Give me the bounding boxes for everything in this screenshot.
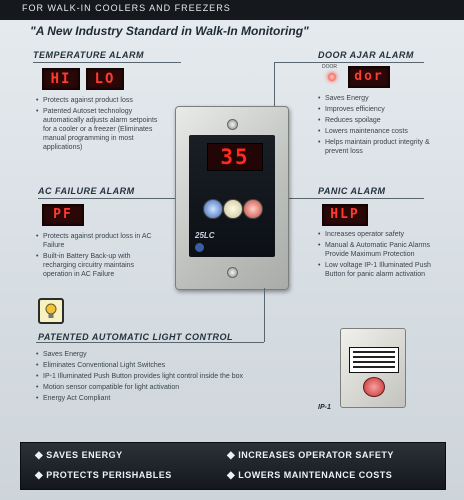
light-control-list xyxy=(36,350,326,405)
footer-item: ◆ PROTECTS PERISHABLES xyxy=(35,470,172,481)
door-ajar-alarm-title: DOOR AJAR ALARM xyxy=(318,50,414,60)
ac-failure-underline xyxy=(38,198,181,199)
panic-button[interactable] xyxy=(243,199,263,219)
model-label: 25LC xyxy=(195,231,215,240)
door-ajar-underline xyxy=(274,62,424,63)
temperature-alarm-underline xyxy=(33,62,181,63)
door-indicator-light xyxy=(328,73,336,81)
panic-alarm-underline xyxy=(274,198,424,199)
light-control-connector xyxy=(264,288,265,342)
footer-item: ◆ LOWERS MAINTENANCE COSTS xyxy=(227,470,393,481)
light-bulb-button[interactable] xyxy=(223,199,243,219)
list-item: • Energy Act Compliant xyxy=(36,394,326,403)
ac-failure-list xyxy=(36,232,164,281)
screw-icon xyxy=(227,119,238,130)
benefits-footer xyxy=(20,442,446,490)
footer-item: ◆ SAVES ENERGY xyxy=(35,450,123,461)
light-bulb-icon xyxy=(38,298,64,324)
screw-icon xyxy=(227,267,238,278)
footer-item: ◆ INCREASES OPERATOR SAFETY xyxy=(227,450,394,461)
headline: "A New Industry Standard in Walk-In Monitoring" xyxy=(30,24,309,38)
ip1-push-button[interactable] xyxy=(363,377,385,397)
top-banner-text: FOR WALK-IN COOLERS AND FREEZERS xyxy=(22,3,231,13)
door-ajar-list xyxy=(318,94,438,158)
top-banner xyxy=(0,0,464,20)
list-item: • Low voltage IP-1 Illuminated Push Button for panic alarm activation xyxy=(318,261,440,279)
temperature-alarm-title: TEMPERATURE ALARM xyxy=(33,50,144,60)
temperature-led-high: HI xyxy=(42,68,80,90)
snowflake-button[interactable] xyxy=(203,199,223,219)
list-item: • Protects against product loss in AC Failure xyxy=(36,232,164,250)
door-ajar-led: dor xyxy=(348,66,390,88)
list-item: • Helps maintain product integrity & prevent loss xyxy=(318,138,438,156)
list-item: • Reduces spoilage xyxy=(318,116,438,125)
list-item: • Built-in Battery Back-up with recharging circuitry maintains operation in AC Failure xyxy=(36,252,164,279)
control-panel-face xyxy=(189,135,275,257)
ip1-push-button-device xyxy=(340,328,406,408)
light-control-underline xyxy=(36,342,264,343)
panic-alarm-led: HLP xyxy=(322,204,368,226)
panic-alarm-title: PANIC ALARM xyxy=(318,186,386,196)
ac-failure-alarm-title: AC FAILURE ALARM xyxy=(38,186,135,196)
list-item: • IP-1 Illuminated Push Button provides light control inside the box xyxy=(36,372,326,381)
ip1-caption: IP-1 xyxy=(318,404,331,411)
list-item: • Patented Autoset technology automatically adjusts alarm setpoints for a cooler or a freezer (Eliminates manual programming in most applications) xyxy=(36,107,164,152)
control-panel-device xyxy=(175,106,289,290)
list-item: • Improves efficiency xyxy=(318,105,438,114)
list-item: • Lowers maintenance costs xyxy=(318,127,438,136)
ip1-label-plate xyxy=(349,347,399,373)
list-item: • Protects against product loss xyxy=(36,96,164,105)
list-item: • Manual & Automatic Panic Alarms Provide Maximum Protection xyxy=(318,241,440,259)
door-indicator-label: DOOR xyxy=(322,64,337,70)
temperature-display: 35 xyxy=(207,143,263,171)
list-item: • Saves Energy xyxy=(318,94,438,103)
brand-logo-icon xyxy=(195,243,204,252)
list-item: • Eliminates Conventional Light Switches xyxy=(36,361,326,370)
list-item: • Increases operator safety xyxy=(318,230,440,239)
temperature-alarm-list xyxy=(36,96,164,154)
ac-failure-led: PF xyxy=(42,204,84,226)
light-control-title: PATENTED AUTOMATIC LIGHT CONTROL xyxy=(38,332,233,342)
panic-alarm-list xyxy=(318,230,440,281)
door-ajar-connector xyxy=(274,62,275,108)
list-item: • Motion sensor compatible for light activation xyxy=(36,383,326,392)
temperature-led-low: LO xyxy=(86,68,124,90)
list-item: • Saves Energy xyxy=(36,350,326,359)
